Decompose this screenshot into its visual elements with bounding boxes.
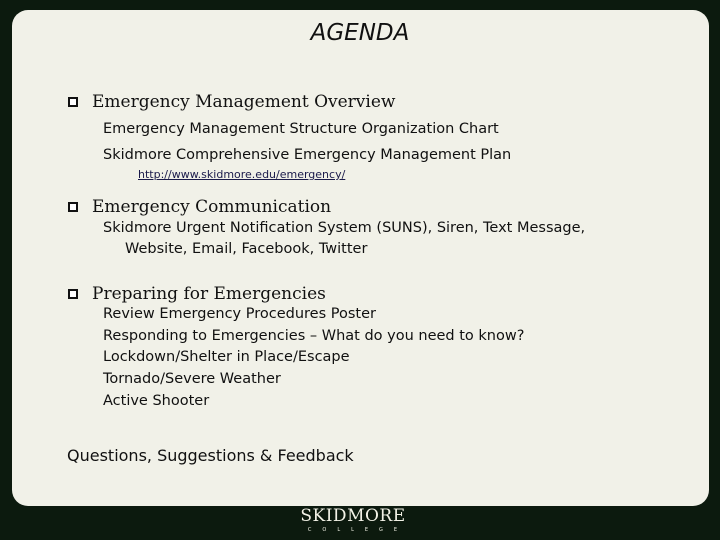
list-item: Active Shooter (103, 393, 210, 409)
skidmore-logo (283, 506, 423, 534)
section-heading-text: Emergency Management Overview (92, 92, 396, 112)
checkbox-bullet-icon (68, 289, 78, 299)
logo-subtitle: COLLEGE (307, 527, 409, 533)
checkbox-bullet-icon (68, 202, 78, 212)
list-item: Lockdown/Shelter in Place/Escape (103, 349, 350, 365)
section-heading-text: Preparing for Emergencies (92, 284, 326, 304)
list-item: Skidmore Urgent Notification System (SUNS), Siren, Text Message, (103, 220, 586, 236)
slide-panel (12, 10, 709, 506)
emergency-link[interactable]: http://www.skidmore.edu/emergency/ (138, 168, 346, 181)
section-heading-overview (68, 92, 395, 112)
list-item: Skidmore Comprehensive Emergency Management Plan (103, 147, 512, 163)
list-item: Tornado/Severe Weather (103, 371, 281, 387)
checkbox-bullet-icon (68, 97, 78, 107)
section-heading-preparing (68, 284, 326, 304)
section-heading-text: Emergency Communication (92, 197, 332, 217)
logo-name: SKIDMORE (300, 506, 406, 526)
slide-title: AGENDA (310, 20, 410, 46)
list-item: Emergency Management Structure Organization Chart (103, 121, 499, 137)
list-item: Review Emergency Procedures Poster (103, 306, 376, 322)
section-heading-communication (68, 197, 331, 217)
list-item: Website, Email, Facebook, Twitter (125, 241, 368, 257)
closing-text: Questions, Suggestions & Feedback (67, 446, 354, 465)
list-item: Responding to Emergencies – What do you need to know? (103, 328, 525, 344)
